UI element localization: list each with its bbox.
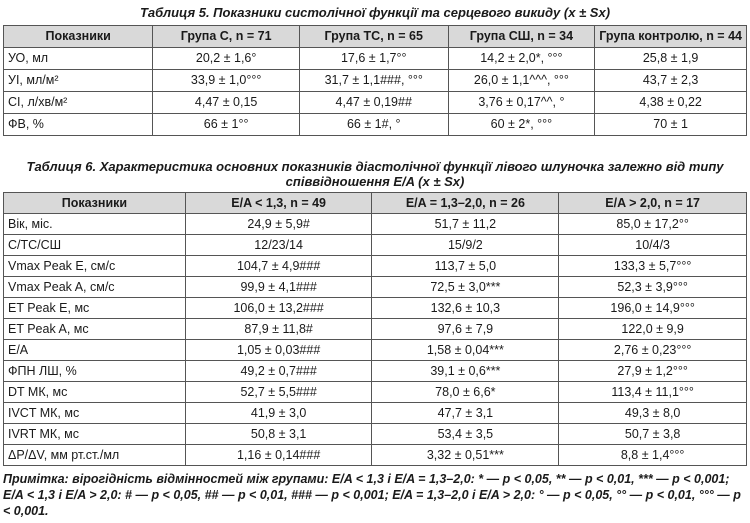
table-cell: 3,32 ± 0,51*** (372, 445, 559, 466)
table5-header: Група С, n = 71 (153, 26, 300, 48)
row-label: УІ, мл/м² (4, 70, 153, 92)
table-cell: 99,9 ± 4,1### (185, 277, 372, 298)
row-label: Vmax Peak A, см/с (4, 277, 186, 298)
table-cell: 97,6 ± 7,9 (372, 319, 559, 340)
table-row (4, 92, 747, 114)
table6-caption (0, 159, 750, 189)
table-cell: 39,1 ± 0,6*** (372, 361, 559, 382)
table-row (4, 319, 747, 340)
table-row (4, 214, 747, 235)
table-row (4, 424, 747, 445)
footnote: Примітка: вірогідність відмінностей між групами: E/A < 1,3 і E/A = 1,3–2,0: * — p < 0,05, ** — p < 0,01, *** — p < 0,001; E/A < 1,3 і E/A > 2,0: # — p < 0,05, ## — p < 0,01, ### — p < 0,001; E/A = 1,3–2,0 і E/A > 2,0: ° — p < 0,05, °° — p < 0,01, °°° — p < 0,001. (3, 472, 741, 518)
table-row (4, 382, 747, 403)
table-cell: 31,7 ± 1,1###, °°° (299, 70, 448, 92)
table5-header: Показники (4, 26, 153, 48)
table-cell: 104,7 ± 4,9### (185, 256, 372, 277)
table6-header: E/A < 1,3, n = 49 (185, 193, 372, 214)
row-label: Вік, міс. (4, 214, 186, 235)
table-row (4, 361, 747, 382)
table-cell: 132,6 ± 10,3 (372, 298, 559, 319)
table-cell: 20,2 ± 1,6° (153, 48, 300, 70)
table-cell: 25,8 ± 1,9 (595, 48, 747, 70)
table-cell: 41,9 ± 3,0 (185, 403, 372, 424)
table-cell: 53,4 ± 3,5 (372, 424, 559, 445)
table5 (3, 25, 747, 136)
table-cell: 1,58 ± 0,04*** (372, 340, 559, 361)
table-row (4, 445, 747, 466)
table-cell: 87,9 ± 11,8# (185, 319, 372, 340)
table-cell: 33,9 ± 1,0°°° (153, 70, 300, 92)
table-cell: 78,0 ± 6,6* (372, 382, 559, 403)
table-cell: 196,0 ± 14,9°°° (559, 298, 747, 319)
table-cell: 66 ± 1#, ° (299, 114, 448, 136)
table-cell: 24,9 ± 5,9# (185, 214, 372, 235)
table-cell: 52,7 ± 5,5### (185, 382, 372, 403)
row-label: ФВ, % (4, 114, 153, 136)
row-label: СІ, л/хв/м² (4, 92, 153, 114)
table5-caption: Таблиця 5. Показники систолічної функції та серцевого викиду (x ± Sx) (139, 5, 611, 20)
row-label: IVCT МК, мс (4, 403, 186, 424)
table-cell: 49,2 ± 0,7### (185, 361, 372, 382)
table-cell: 47,7 ± 3,1 (372, 403, 559, 424)
table-cell: 85,0 ± 17,2°° (559, 214, 747, 235)
table5-header: Група СШ, n = 34 (448, 26, 595, 48)
table-row (4, 403, 747, 424)
table-row (4, 256, 747, 277)
row-label: E/A (4, 340, 186, 361)
table-cell: 52,3 ± 3,9°°° (559, 277, 747, 298)
table-cell: 50,7 ± 3,8 (559, 424, 747, 445)
row-label: ET Peak A, мс (4, 319, 186, 340)
row-label: Vmax Peak E, см/с (4, 256, 186, 277)
table-cell: 12/23/14 (185, 235, 372, 256)
table-cell: 8,8 ± 1,4°°° (559, 445, 747, 466)
table-cell: 26,0 ± 1,1^^^, °°° (448, 70, 595, 92)
table6-caption-line1: Таблиця 6. Характеристика основних показників діастолічної функції лівого шлуночка залежно від типу (26, 159, 724, 174)
table-cell: 122,0 ± 9,9 (559, 319, 747, 340)
table-cell: 60 ± 2*, °°° (448, 114, 595, 136)
row-label: С/ТС/СШ (4, 235, 186, 256)
table6-header: Показники (4, 193, 186, 214)
table-cell: 106,0 ± 13,2### (185, 298, 372, 319)
table6-header: E/A > 2,0, n = 17 (559, 193, 747, 214)
table6-header: E/A = 1,3–2,0, n = 26 (372, 193, 559, 214)
table-row (4, 70, 747, 92)
table6-header-row (4, 193, 747, 214)
table-cell: 10/4/3 (559, 235, 747, 256)
table-cell: 4,47 ± 0,19## (299, 92, 448, 114)
table-cell: 50,8 ± 3,1 (185, 424, 372, 445)
row-label: УО, мл (4, 48, 153, 70)
table-row (4, 235, 747, 256)
table-cell: 113,7 ± 5,0 (372, 256, 559, 277)
table5-header: Група контролю, n = 44 (595, 26, 747, 48)
table-cell: 3,76 ± 0,17^^, ° (448, 92, 595, 114)
table-cell: 43,7 ± 2,3 (595, 70, 747, 92)
table-cell: 4,47 ± 0,15 (153, 92, 300, 114)
table-cell: 51,7 ± 11,2 (372, 214, 559, 235)
table-cell: 72,5 ± 3,0*** (372, 277, 559, 298)
table-cell: 15/9/2 (372, 235, 559, 256)
table6-caption-line2: співвідношення E/A (x ± Sx) (285, 174, 465, 189)
table-row (4, 48, 747, 70)
table-cell: 4,38 ± 0,22 (595, 92, 747, 114)
table-cell: 113,4 ± 11,1°°° (559, 382, 747, 403)
table-cell: 2,76 ± 0,23°°° (559, 340, 747, 361)
row-label: ΔP/ΔV, мм рт.ст./мл (4, 445, 186, 466)
table6 (3, 192, 747, 466)
table5-header-row (4, 26, 747, 48)
table-cell: 1,05 ± 0,03### (185, 340, 372, 361)
table-cell: 17,6 ± 1,7°° (299, 48, 448, 70)
table-row (4, 298, 747, 319)
row-label: IVRT МК, мс (4, 424, 186, 445)
table-row (4, 277, 747, 298)
table-cell: 49,3 ± 8,0 (559, 403, 747, 424)
table-cell: 27,9 ± 1,2°°° (559, 361, 747, 382)
table-cell: 66 ± 1°° (153, 114, 300, 136)
table-cell: 70 ± 1 (595, 114, 747, 136)
table-cell: 14,2 ± 2,0*, °°° (448, 48, 595, 70)
row-label: DT МК, мс (4, 382, 186, 403)
table-cell: 1,16 ± 0,14### (185, 445, 372, 466)
table-cell: 133,3 ± 5,7°°° (559, 256, 747, 277)
table5-header: Група ТС, n = 65 (299, 26, 448, 48)
table-row (4, 114, 747, 136)
row-label: ET Peak E, мс (4, 298, 186, 319)
table-row (4, 340, 747, 361)
row-label: ФПН ЛШ, % (4, 361, 186, 382)
